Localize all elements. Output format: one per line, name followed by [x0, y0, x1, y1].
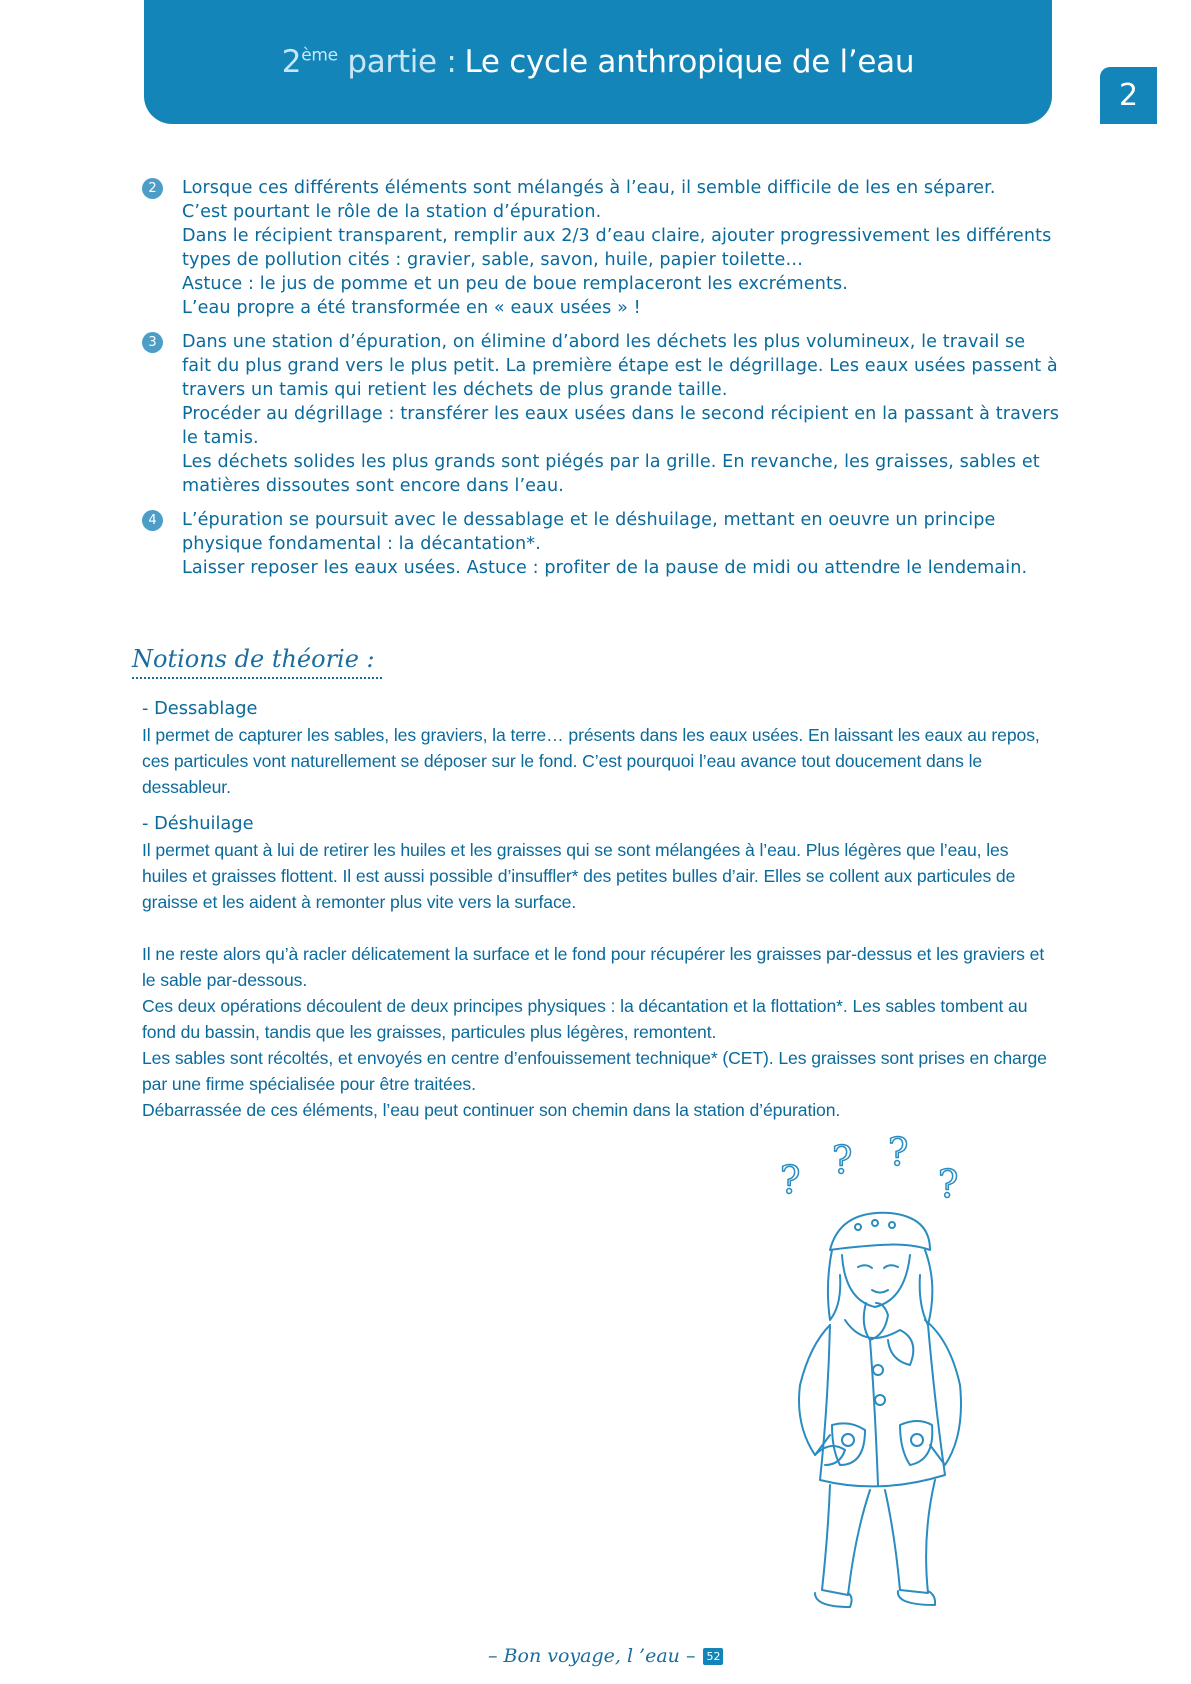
- chapter-tab: 2: [1100, 67, 1157, 124]
- theory-section: [142, 696, 1054, 1123]
- theory-heading: Notions de théorie :: [132, 645, 382, 679]
- step-4: [140, 508, 1060, 580]
- step-3: [140, 330, 1060, 498]
- steps-list: [140, 176, 1060, 590]
- step-text: Dans le récipient transparent, remplir aux 2/3 d’eau claire, ajouter progressivement les différents types de pollution cités : gravier, sable, savon, huile, papier toilette…: [182, 226, 1052, 270]
- question-marks-icon: [780, 1135, 958, 1206]
- deshuilage-heading: - Déshuilage: [142, 813, 254, 834]
- deshuilage-text: Il permet quant à lui de retirer les huiles et les graisses qui se sont mélangées à l’eau. Plus légères que l’eau, les huiles et graisses flottent. Il est aussi possible d’insuffler* des petites bulles d’air. Elles se collent aux particules de graisse et les aident à remonter plus vite vers la surface.: [142, 840, 1016, 912]
- footer-title: – Bon voyage, l ’eau –: [488, 1645, 696, 1667]
- step-number: 4: [142, 510, 163, 531]
- svg-text:?: ?: [938, 1162, 959, 1206]
- step-text: Les déchets solides les plus grands sont piégés par la grille. En revanche, les graisses, sables et matières dissoutes sont encore dans l’eau.: [182, 452, 1040, 496]
- step-number: 3: [142, 332, 163, 353]
- step-text: Laisser reposer les eaux usées. Astuce : profiter de la pause de midi ou attendre le lendemain.: [182, 558, 1028, 578]
- step-text: Lorsque ces différents éléments sont mélangés à l’eau, il semble difficile de les en séparer.: [182, 178, 996, 198]
- step-text: Procéder au dégrillage : transférer les eaux usées dans le second récipient en la passant à travers le tamis.: [182, 404, 1060, 448]
- page-title: Le cycle anthropique de l’eau: [464, 44, 915, 80]
- theory-paragraph: Ces deux opérations découlent de deux principes physiques : la décantation et la flottation*. Les sables tombent au fond du bassin, tandis que les graisses, particules plus légères, remontent.: [142, 996, 1028, 1042]
- dessablage-heading: - Dessablage: [142, 698, 258, 719]
- svg-text:?: ?: [780, 1158, 801, 1202]
- step-text: L’épuration se poursuit avec le dessablage et le déshuilage, mettant en oeuvre un principe physique fondamental : la décantation*.: [182, 510, 996, 554]
- svg-text:?: ?: [888, 1135, 909, 1174]
- step-text: Dans une station d’épuration, on élimine d’abord les déchets les plus volumineux, le travail se fait du plus grand vers le plus petit. La première étape est le dégrillage. Les eaux usées passent à travers un tamis qui retient les déchets de plus grande taille.: [182, 332, 1058, 400]
- thinking-character-illustration: [770, 1135, 1000, 1615]
- dessablage-text: Il permet de capturer les sables, les graviers, la terre… présents dans les eaux usées. En laissant les eaux au repos, ces particules vont naturellement se déposer sur le fond. C’est pourquoi l’eau avance tout doucement dans le dessableur.: [142, 725, 1040, 797]
- theory-paragraph: Il ne reste alors qu’à racler délicatement la surface et le fond pour récupérer les graisses par-dessus et les graviers et le sable par-dessous.: [142, 944, 1045, 990]
- svg-text:?: ?: [832, 1138, 853, 1182]
- step-number: 2: [142, 178, 163, 199]
- theory-paragraph: Débarrassée de ces éléments, l’eau peut continuer son chemin dans la station d’épuration.: [142, 1100, 841, 1120]
- page-number: 52: [703, 1648, 723, 1665]
- step-text: C’est pourtant le rôle de la station d’épuration.: [182, 202, 602, 222]
- header-banner: [144, 0, 1052, 124]
- footer: [488, 1645, 723, 1667]
- part-label: 2ème partie :: [281, 44, 457, 80]
- step-text: L’eau propre a été transformée en « eaux usées » !: [182, 298, 641, 318]
- step-text: Astuce : le jus de pomme et un peu de boue remplaceront les excréments.: [182, 274, 848, 294]
- theory-paragraph: Les sables sont récoltés, et envoyés en centre d’enfouissement technique* (CET). Les graisses sont prises en charge par une firme spécialisée pour être traitées.: [142, 1048, 1047, 1094]
- step-2: [140, 176, 1060, 320]
